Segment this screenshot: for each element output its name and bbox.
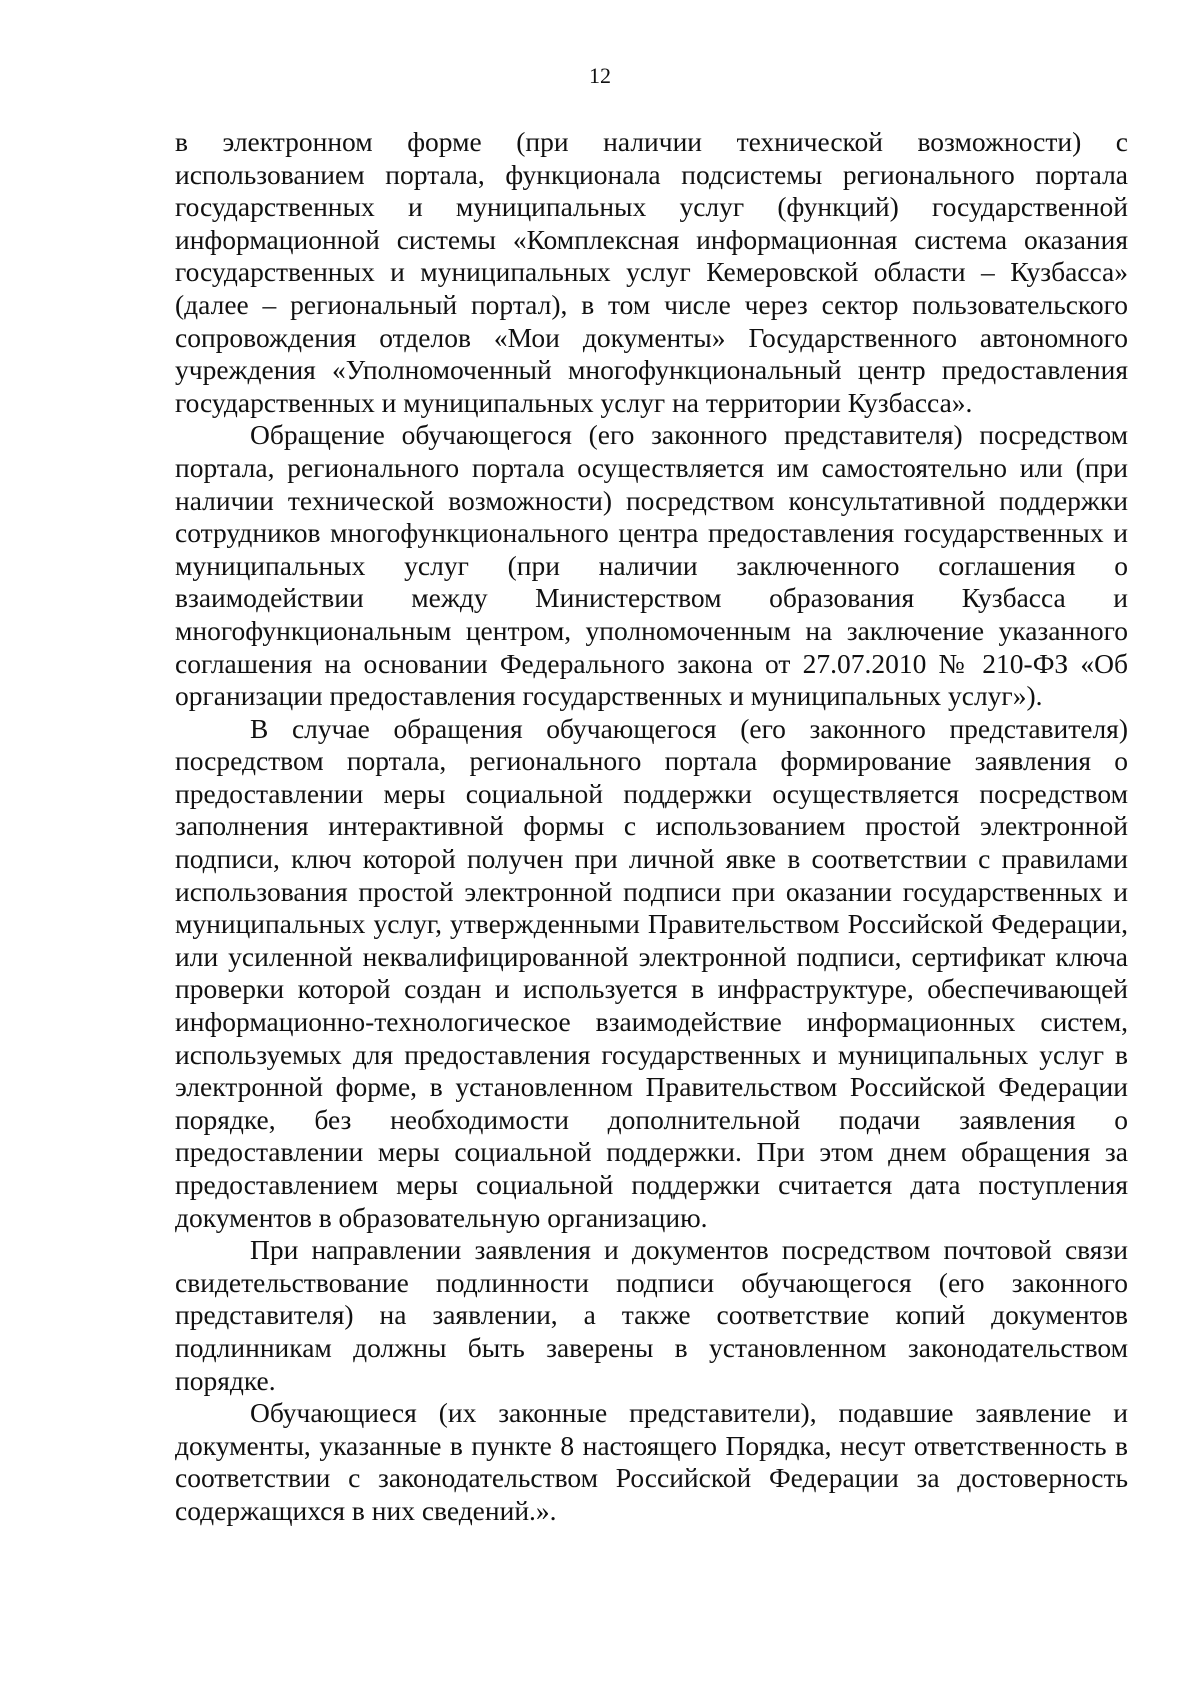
page-number: 12 <box>589 63 611 88</box>
paragraph-appeal-via-portal: Обращение обучающегося (его законного представителя) посредством портала, регионального портала осуществляется им самостоятельно или (при наличии технической возможности) посредством консультативной поддержки сотрудников многофункционального центра предоставления государственных и муниципальных услуг (при наличии заключенного соглашения о взаимодействии между Министерством образования Кузбасса и многофункциональным центром, уполномоченным на заключение указанного соглашения на основании Федерального закона от 27.07.2010 № 210-ФЗ «Об организации предоставления государственных и муниципальных услуг»). <box>175 419 1128 712</box>
paragraph-continuation: в электронном форме (при наличии технической возможности) с использованием портала, функционала подсистемы регионального портала государственных и муниципальных услуг (функций) государственной информационной системы «Комплексная информационная система оказания государственных и муниципальных услуг Кемеровской области – Кузбасса» (далее – региональный портал), в том числе через сектор пользовательского сопровождения отделов «Мои документы» Государственного автономного учреждения «Уполномоченный многофункциональный центр предоставления государственных и муниципальных услуг на территории Кузбасса». <box>175 126 1128 418</box>
paragraph-electronic-signature: В случае обращения обучающегося (его законного представителя) посредством портала, регионального портала формирование заявления о предоставлении меры социальной поддержки осуществляется посредством заполнения интерактивной формы с использованием простой электронной подписи, ключ которой получен при личной явке в соответствии с правилами использования простой электронной подписи при оказании государственных и муниципальных услуг, утвержденными Правительством Российской Федерации, или усиленной неквалифицированной электронной подписи, сертификат ключа проверки которой создан и используется в инфраструктуре, обеспечивающей информационно-технологическое взаимодействие информационных систем, используемых для предоставления государственных и муниципальных услуг в электронной форме, в установленном Правительством Российской Федерации порядке, без необходимости дополнительной подачи заявления о предоставлении меры социальной поддержки. При этом днем обращения за предоставлением меры социальной поддержки считается дата поступления документов в образовательную организацию. <box>175 712 1128 1233</box>
document-body <box>175 126 1128 1528</box>
paragraph-responsibility: Обучающиеся (их законные представители), подавшие заявление и документы, указанные в пункте 8 настоящего Порядка, несут ответственность в соответствии с законодательством Российской Федерации за достоверность содержащихся в них сведений.». <box>175 1397 1128 1526</box>
paragraph-postal-submission: При направлении заявления и документов посредством почтовой связи свидетельствование подлинности подписи обучающегося (его законного представителя) на заявлении, а также соответствие копий документов подлинникам должны быть заверены в установленном законодательством порядке. <box>175 1234 1128 1396</box>
